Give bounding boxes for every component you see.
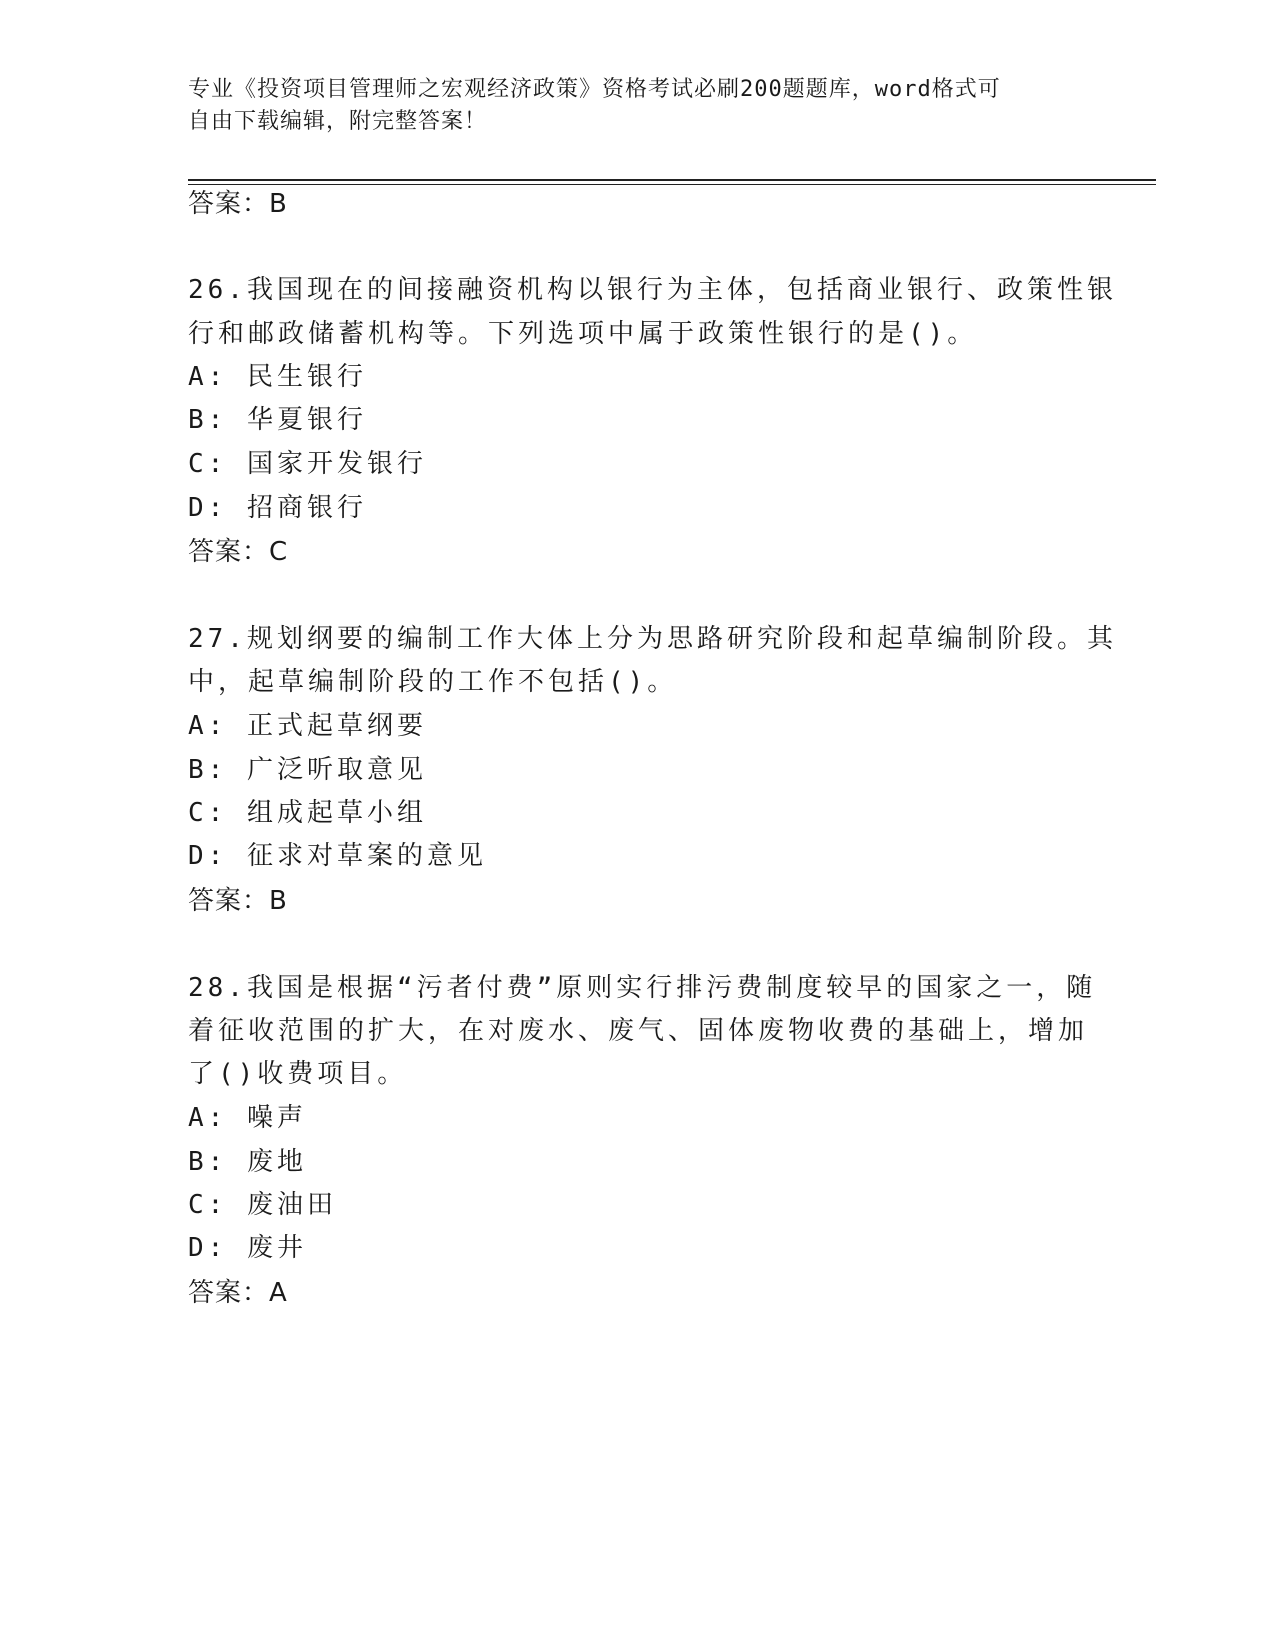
question-stem-line: 27.规划纲要的编制工作大体上分为思路研究阶段和起草编制阶段。其 [188, 624, 1117, 654]
question-stem-line: 26.我国现在的间接融资机构以银行为主体，包括商业银行、政策性银 [188, 275, 1117, 305]
option-c: C: 国家开发银行 [188, 449, 427, 479]
document-header [188, 74, 1088, 138]
question-stem-line: 着征收范围的扩大，在对废水、废气、固体废物收费的基础上，增加 [188, 1016, 1089, 1046]
option-c: C: 组成起草小组 [188, 798, 427, 828]
option-a: A: 正式起草纲要 [188, 711, 427, 741]
question-stem-line: 行和邮政储蓄机构等。下列选项中属于政策性银行的是()。 [188, 319, 978, 349]
question-answer: 答案：A [188, 1278, 288, 1308]
question-stem-line: 28.我国是根据“污者付费”原则实行排污费制度较早的国家之一，随 [188, 973, 1097, 1003]
question-answer: 答案：C [188, 537, 289, 567]
header-line-1: 专业《投资项目管理师之宏观经济政策》资格考试必刷200题题库，word格式可 [188, 77, 1001, 102]
option-d: D: 废井 [188, 1233, 307, 1263]
option-b: B: 废地 [188, 1147, 307, 1177]
option-b: B: 华夏银行 [188, 405, 367, 435]
option-d: D: 征求对草案的意见 [188, 841, 487, 871]
header-line-2: 自由下载编辑，附完整答案！ [188, 109, 488, 134]
question-stem-line: 中，起草编制阶段的工作不包括()。 [188, 667, 678, 697]
option-a: A: 民生银行 [188, 362, 367, 392]
option-d: D: 招商银行 [188, 493, 367, 523]
option-c: C: 废油田 [188, 1190, 337, 1220]
previous-answer: 答案：B [188, 189, 288, 219]
header-divider-thin [188, 184, 1156, 185]
option-a: A: 噪声 [188, 1103, 307, 1133]
option-b: B: 广泛听取意见 [188, 755, 427, 785]
question-answer: 答案：B [188, 886, 288, 916]
question-stem-line: 了()收费项目。 [188, 1059, 408, 1089]
header-divider-thick [188, 179, 1156, 181]
